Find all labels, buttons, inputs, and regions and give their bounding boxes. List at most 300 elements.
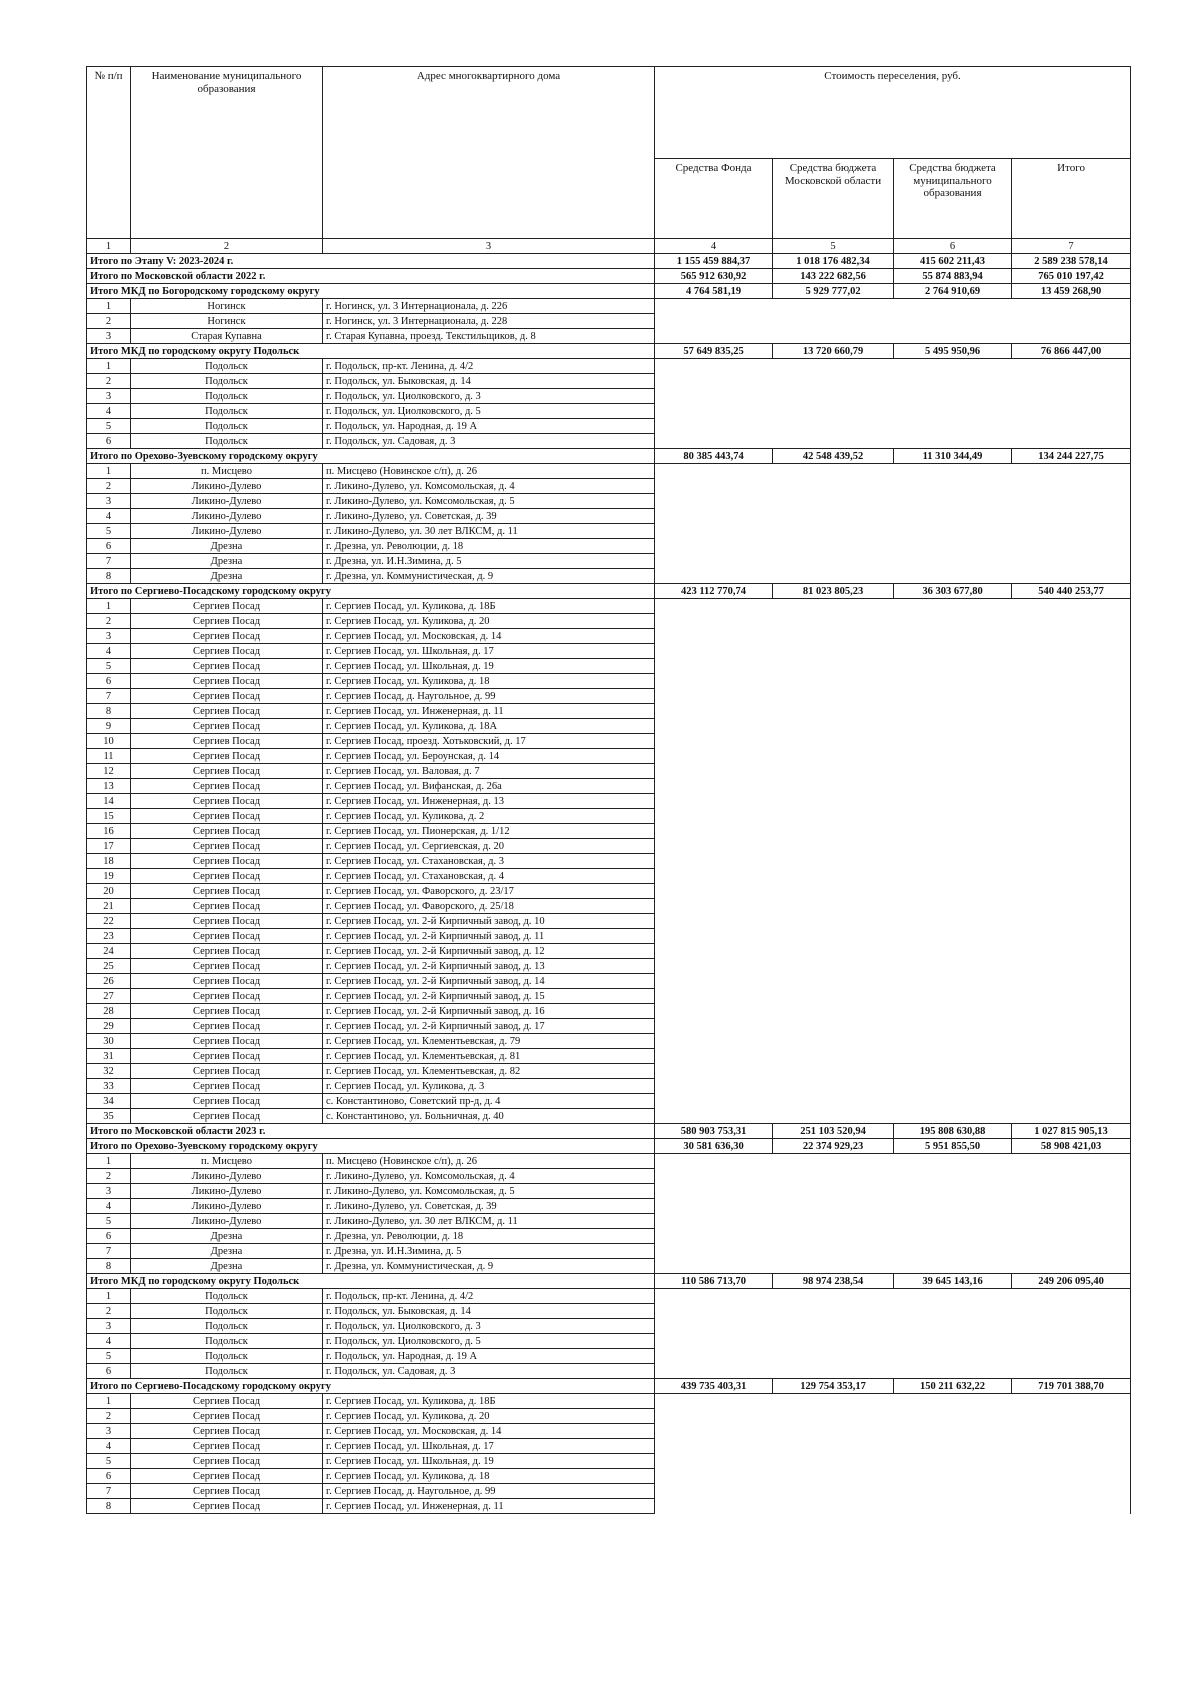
- row-number: 6: [87, 434, 131, 449]
- subtotal-mun-budget: 5 951 855,50: [894, 1139, 1012, 1154]
- row-municipality: Ликино-Дулево: [131, 1214, 323, 1229]
- row-municipality: Сергиев Посад: [131, 1469, 323, 1484]
- table-row: [87, 569, 1131, 584]
- row-address: г. Сергиев Посад, ул. Школьная, д. 17: [323, 644, 655, 659]
- subtotal-mun-budget: 195 808 630,88: [894, 1124, 1012, 1139]
- empty-cost-cell: [655, 974, 1131, 989]
- row-address: г. Сергиев Посад, ул. Куликова, д. 3: [323, 1079, 655, 1094]
- row-number: 3: [87, 1424, 131, 1439]
- empty-cost-cell: [655, 1439, 1131, 1454]
- row-number: 9: [87, 719, 131, 734]
- header-num: № п/п: [87, 67, 131, 239]
- empty-cost-cell: [655, 749, 1131, 764]
- row-number: 8: [87, 1259, 131, 1274]
- row-number: 21: [87, 899, 131, 914]
- empty-cost-cell: [655, 359, 1131, 374]
- empty-cost-cell: [655, 1394, 1131, 1409]
- subtotal-label: Итого МКД по городскому округу Подольск: [87, 344, 655, 359]
- col-number: 3: [323, 239, 655, 254]
- row-address: г. Сергиев Посад, проезд. Хотьковский, д. 17: [323, 734, 655, 749]
- empty-cost-cell: [655, 614, 1131, 629]
- empty-cost-cell: [655, 674, 1131, 689]
- table-row: [87, 539, 1131, 554]
- row-number: 4: [87, 1439, 131, 1454]
- row-address: п. Мисцево (Новинское с/п), д. 26: [323, 1154, 655, 1169]
- row-number: 15: [87, 809, 131, 824]
- table-row: [87, 389, 1131, 404]
- table-row: [87, 959, 1131, 974]
- empty-cost-cell: [655, 1034, 1131, 1049]
- row-address: г. Сергиев Посад, ул. Куликова, д. 2: [323, 809, 655, 824]
- subtotal-mun-budget: 5 495 950,96: [894, 344, 1012, 359]
- row-number: 3: [87, 494, 131, 509]
- row-number: 5: [87, 524, 131, 539]
- row-municipality: Сергиев Посад: [131, 1019, 323, 1034]
- subtotal-row: [87, 1124, 1131, 1139]
- row-address: г. Сергиев Посад, ул. Фаворского, д. 23/17: [323, 884, 655, 899]
- row-municipality: Сергиев Посад: [131, 629, 323, 644]
- row-address: г. Сергиев Посад, ул. Стахановская, д. 3: [323, 854, 655, 869]
- empty-cost-cell: [655, 509, 1131, 524]
- row-municipality: Сергиев Посад: [131, 1484, 323, 1499]
- empty-cost-cell: [655, 524, 1131, 539]
- empty-cost-cell: [655, 1409, 1131, 1424]
- empty-cost-cell: [655, 989, 1131, 1004]
- row-municipality: Сергиев Посад: [131, 1064, 323, 1079]
- row-address: г. Сергиев Посад, ул. Клементьевская, д. 81: [323, 1049, 655, 1064]
- table-row: [87, 809, 1131, 824]
- row-municipality: Сергиев Посад: [131, 1439, 323, 1454]
- table-row: [87, 404, 1131, 419]
- row-municipality: Сергиев Посад: [131, 1109, 323, 1124]
- subtotal-mun-budget: 39 645 143,16: [894, 1274, 1012, 1289]
- row-municipality: Сергиев Посад: [131, 689, 323, 704]
- header-mo-budget: Средства бюджета Московской области: [773, 159, 894, 239]
- row-municipality: Подольск: [131, 404, 323, 419]
- table-row: [87, 524, 1131, 539]
- row-number: 5: [87, 1454, 131, 1469]
- header-address: Адрес многоквартирного дома: [323, 67, 655, 239]
- subtotal-total: 2 589 238 578,14: [1012, 254, 1131, 269]
- row-municipality: Сергиев Посад: [131, 974, 323, 989]
- col-number: 2: [131, 239, 323, 254]
- row-municipality: Сергиев Посад: [131, 644, 323, 659]
- row-number: 5: [87, 419, 131, 434]
- table-row: [87, 1439, 1131, 1454]
- row-number: 3: [87, 389, 131, 404]
- table-row: [87, 629, 1131, 644]
- table-row: [87, 599, 1131, 614]
- subtotal-fund: 30 581 636,30: [655, 1139, 773, 1154]
- subtotal-total: 58 908 421,03: [1012, 1139, 1131, 1154]
- row-number: 13: [87, 779, 131, 794]
- table-row: [87, 359, 1131, 374]
- table-row: [87, 749, 1131, 764]
- row-number: 14: [87, 794, 131, 809]
- subtotal-total: 134 244 227,75: [1012, 449, 1131, 464]
- row-municipality: Сергиев Посад: [131, 884, 323, 899]
- table-row: [87, 644, 1131, 659]
- row-number: 8: [87, 1499, 131, 1514]
- subtotal-mo-budget: 98 974 238,54: [773, 1274, 894, 1289]
- row-number: 32: [87, 1064, 131, 1079]
- subtotal-label: Итого МКД по Богородскому городскому округу: [87, 284, 655, 299]
- row-municipality: Подольск: [131, 1319, 323, 1334]
- subtotal-total: 719 701 388,70: [1012, 1379, 1131, 1394]
- table-row: [87, 1034, 1131, 1049]
- row-number: 33: [87, 1079, 131, 1094]
- row-address: г. Сергиев Посад, ул. Пионерская, д. 1/12: [323, 824, 655, 839]
- empty-cost-cell: [655, 869, 1131, 884]
- row-municipality: Ликино-Дулево: [131, 1199, 323, 1214]
- table-row: [87, 434, 1131, 449]
- subtotal-total: 249 206 095,40: [1012, 1274, 1131, 1289]
- subtotal-fund: 57 649 835,25: [655, 344, 773, 359]
- row-number: 34: [87, 1094, 131, 1109]
- row-municipality: Сергиев Посад: [131, 854, 323, 869]
- empty-cost-cell: [655, 959, 1131, 974]
- table-row: [87, 494, 1131, 509]
- empty-cost-cell: [655, 1349, 1131, 1364]
- subtotal-mo-budget: 129 754 353,17: [773, 1379, 894, 1394]
- table-row: [87, 659, 1131, 674]
- row-municipality: Дрезна: [131, 1259, 323, 1274]
- col-number: 4: [655, 239, 773, 254]
- empty-cost-cell: [655, 824, 1131, 839]
- empty-cost-cell: [655, 1169, 1131, 1184]
- row-address: г. Сергиев Посад, ул. 2-й Кирпичный завод, д. 16: [323, 1004, 655, 1019]
- row-municipality: Подольск: [131, 419, 323, 434]
- row-number: 1: [87, 359, 131, 374]
- table-row: [87, 674, 1131, 689]
- empty-cost-cell: [655, 764, 1131, 779]
- row-municipality: Сергиев Посад: [131, 599, 323, 614]
- row-municipality: Сергиев Посад: [131, 929, 323, 944]
- row-municipality: п. Мисцево: [131, 464, 323, 479]
- row-address: г. Ликино-Дулево, ул. Советская, д. 39: [323, 509, 655, 524]
- row-number: 6: [87, 1469, 131, 1484]
- header-total: Итого: [1012, 159, 1131, 239]
- row-address: г. Сергиев Посад, ул. 2-й Кирпичный завод, д. 14: [323, 974, 655, 989]
- row-number: 2: [87, 314, 131, 329]
- row-address: г. Сергиев Посад, ул. Школьная, д. 19: [323, 1454, 655, 1469]
- subtotal-mo-budget: 13 720 660,79: [773, 344, 894, 359]
- row-municipality: Подольск: [131, 1364, 323, 1379]
- row-address: г. Сергиев Посад, ул. Московская, д. 14: [323, 629, 655, 644]
- row-address: г. Сергиев Посад, ул. Фаворского, д. 25/18: [323, 899, 655, 914]
- empty-cost-cell: [655, 1214, 1131, 1229]
- table-row: [87, 1064, 1131, 1079]
- row-address: г. Сергиев Посад, ул. Инженерная, д. 11: [323, 704, 655, 719]
- table-row: [87, 689, 1131, 704]
- header-municipality: Наименование муниципального образования: [131, 67, 323, 239]
- header-cost: Стоимость переселения, руб.: [655, 67, 1131, 159]
- row-municipality: Сергиев Посад: [131, 944, 323, 959]
- row-number: 25: [87, 959, 131, 974]
- row-municipality: Сергиев Посад: [131, 809, 323, 824]
- subtotal-total: 540 440 253,77: [1012, 584, 1131, 599]
- table-row: [87, 734, 1131, 749]
- row-address: г. Сергиев Посад, ул. Куликова, д. 18Б: [323, 1394, 655, 1409]
- empty-cost-cell: [655, 1454, 1131, 1469]
- empty-cost-cell: [655, 689, 1131, 704]
- table-row: [87, 299, 1131, 314]
- row-municipality: Сергиев Посад: [131, 1034, 323, 1049]
- empty-cost-cell: [655, 1154, 1131, 1169]
- subtotal-fund: 580 903 753,31: [655, 1124, 773, 1139]
- row-address: г. Ликино-Дулево, ул. Комсомольская, д. 5: [323, 494, 655, 509]
- table-row: [87, 1319, 1131, 1334]
- row-address: г. Сергиев Посад, ул. Валовая, д. 7: [323, 764, 655, 779]
- empty-cost-cell: [655, 854, 1131, 869]
- header-row-top: [87, 67, 1131, 159]
- table-row: [87, 1004, 1131, 1019]
- column-number-row: [87, 239, 1131, 254]
- row-address: г. Сергиев Посад, ул. Сергиевская, д. 20: [323, 839, 655, 854]
- subtotal-total: 1 027 815 905,13: [1012, 1124, 1131, 1139]
- subtotal-row: [87, 254, 1131, 269]
- table-row: [87, 794, 1131, 809]
- row-address: г. Сергиев Посад, д. Наугольное, д. 99: [323, 1484, 655, 1499]
- subtotal-mo-budget: 143 222 682,56: [773, 269, 894, 284]
- col-number: 5: [773, 239, 894, 254]
- row-number: 7: [87, 554, 131, 569]
- empty-cost-cell: [655, 1424, 1131, 1439]
- row-number: 4: [87, 1199, 131, 1214]
- empty-cost-cell: [655, 599, 1131, 614]
- table-row: [87, 1409, 1131, 1424]
- row-municipality: Подольск: [131, 389, 323, 404]
- subtotal-mun-budget: 150 211 632,22: [894, 1379, 1012, 1394]
- row-municipality: Подольск: [131, 1334, 323, 1349]
- empty-cost-cell: [655, 479, 1131, 494]
- empty-cost-cell: [655, 329, 1131, 344]
- row-municipality: Сергиев Посад: [131, 1454, 323, 1469]
- row-address: г. Сергиев Посад, ул. 2-й Кирпичный завод, д. 12: [323, 944, 655, 959]
- row-municipality: Сергиев Посад: [131, 1394, 323, 1409]
- subtotal-mo-budget: 81 023 805,23: [773, 584, 894, 599]
- row-number: 5: [87, 659, 131, 674]
- row-municipality: Сергиев Посад: [131, 959, 323, 974]
- table-row: [87, 1244, 1131, 1259]
- table-row: [87, 419, 1131, 434]
- row-municipality: Сергиев Посад: [131, 1409, 323, 1424]
- row-address: г. Сергиев Посад, ул. Куликова, д. 18Б: [323, 599, 655, 614]
- row-municipality: Сергиев Посад: [131, 779, 323, 794]
- row-number: 30: [87, 1034, 131, 1049]
- row-number: 4: [87, 644, 131, 659]
- empty-cost-cell: [655, 464, 1131, 479]
- table-row: [87, 1499, 1131, 1514]
- subtotal-label: Итого МКД по городскому округу Подольск: [87, 1274, 655, 1289]
- row-address: г. Подольск, ул. Циолковского, д. 3: [323, 389, 655, 404]
- row-address: г. Дрезна, ул. Коммунистическая, д. 9: [323, 569, 655, 584]
- row-number: 6: [87, 1364, 131, 1379]
- subtotal-label: Итого по Сергиево-Посадскому городскому округу: [87, 1379, 655, 1394]
- subtotal-fund: 80 385 443,74: [655, 449, 773, 464]
- row-number: 6: [87, 539, 131, 554]
- row-number: 16: [87, 824, 131, 839]
- row-number: 2: [87, 1409, 131, 1424]
- row-address: г. Подольск, ул. Народная, д. 19 А: [323, 419, 655, 434]
- row-municipality: Сергиев Посад: [131, 1499, 323, 1514]
- table-row: [87, 464, 1131, 479]
- row-address: г. Ликино-Дулево, ул. Комсомольская, д. 4: [323, 1169, 655, 1184]
- empty-cost-cell: [655, 1064, 1131, 1079]
- row-municipality: Сергиев Посад: [131, 659, 323, 674]
- empty-cost-cell: [655, 629, 1131, 644]
- row-municipality: Сергиев Посад: [131, 1094, 323, 1109]
- row-municipality: Сергиев Посад: [131, 1079, 323, 1094]
- subtotal-mun-budget: 415 602 211,43: [894, 254, 1012, 269]
- table-row: [87, 1169, 1131, 1184]
- table-row: [87, 1094, 1131, 1109]
- row-address: г. Подольск, ул. Быковская, д. 14: [323, 374, 655, 389]
- table-row: [87, 1199, 1131, 1214]
- table-row: [87, 614, 1131, 629]
- row-municipality: Сергиев Посад: [131, 704, 323, 719]
- table-row: [87, 839, 1131, 854]
- row-municipality: Сергиев Посад: [131, 824, 323, 839]
- row-municipality: Сергиев Посад: [131, 839, 323, 854]
- row-municipality: Сергиев Посад: [131, 1049, 323, 1064]
- row-number: 8: [87, 704, 131, 719]
- row-address: п. Мисцево (Новинское с/п), д. 26: [323, 464, 655, 479]
- subtotal-mo-budget: 1 018 176 482,34: [773, 254, 894, 269]
- subtotal-row: [87, 269, 1131, 284]
- row-address: г. Старая Купавна, проезд. Текстильщиков, д. 8: [323, 329, 655, 344]
- empty-cost-cell: [655, 1499, 1131, 1514]
- row-address: г. Подольск, ул. Циолковского, д. 3: [323, 1319, 655, 1334]
- row-address: г. Ликино-Дулево, ул. Комсомольская, д. 5: [323, 1184, 655, 1199]
- row-number: 1: [87, 1154, 131, 1169]
- row-municipality: Старая Купавна: [131, 329, 323, 344]
- table-row: [87, 869, 1131, 884]
- row-address: г. Сергиев Посад, ул. Школьная, д. 17: [323, 1439, 655, 1454]
- row-municipality: Сергиев Посад: [131, 764, 323, 779]
- row-number: 28: [87, 1004, 131, 1019]
- row-address: г. Подольск, ул. Народная, д. 19 А: [323, 1349, 655, 1364]
- row-number: 2: [87, 1304, 131, 1319]
- table-row: [87, 554, 1131, 569]
- row-number: 26: [87, 974, 131, 989]
- subtotal-fund: 4 764 581,19: [655, 284, 773, 299]
- empty-cost-cell: [655, 539, 1131, 554]
- row-address: г. Подольск, ул. Быковская, д. 14: [323, 1304, 655, 1319]
- empty-cost-cell: [655, 719, 1131, 734]
- row-municipality: Ликино-Дулево: [131, 1169, 323, 1184]
- row-number: 29: [87, 1019, 131, 1034]
- row-municipality: Сергиев Посад: [131, 794, 323, 809]
- row-number: 6: [87, 1229, 131, 1244]
- row-address: г. Сергиев Посад, ул. Куликова, д. 18А: [323, 719, 655, 734]
- row-address: с. Константиново, Советский пр-д, д. 4: [323, 1094, 655, 1109]
- table-row: [87, 374, 1131, 389]
- row-address: с. Константиново, ул. Больничная, д. 40: [323, 1109, 655, 1124]
- table-row: [87, 854, 1131, 869]
- empty-cost-cell: [655, 644, 1131, 659]
- row-address: г. Подольск, ул. Циолковского, д. 5: [323, 1334, 655, 1349]
- row-address: г. Сергиев Посад, ул. Вифанская, д. 26а: [323, 779, 655, 794]
- row-number: 7: [87, 1244, 131, 1259]
- row-municipality: Сергиев Посад: [131, 899, 323, 914]
- table-row: [87, 704, 1131, 719]
- row-number: 23: [87, 929, 131, 944]
- table-row: [87, 1484, 1131, 1499]
- row-number: 18: [87, 854, 131, 869]
- table-row: [87, 1109, 1131, 1124]
- empty-cost-cell: [655, 494, 1131, 509]
- row-number: 3: [87, 629, 131, 644]
- row-address: г. Дрезна, ул. Революции, д. 18: [323, 539, 655, 554]
- empty-cost-cell: [655, 1109, 1131, 1124]
- row-address: г. Ликино-Дулево, ул. Советская, д. 39: [323, 1199, 655, 1214]
- row-address: г. Дрезна, ул. И.Н.Зимина, д. 5: [323, 1244, 655, 1259]
- empty-cost-cell: [655, 794, 1131, 809]
- row-number: 1: [87, 599, 131, 614]
- header-mun-budget: Средства бюджета муниципального образования: [894, 159, 1012, 239]
- row-municipality: п. Мисцево: [131, 1154, 323, 1169]
- subtotal-row: [87, 1379, 1131, 1394]
- row-number: 4: [87, 404, 131, 419]
- header-fund: Средства Фонда: [655, 159, 773, 239]
- row-address: г. Сергиев Посад, ул. Клементьевская, д. 79: [323, 1034, 655, 1049]
- row-number: 35: [87, 1109, 131, 1124]
- table-row: [87, 1454, 1131, 1469]
- subtotal-mo-budget: 251 103 520,94: [773, 1124, 894, 1139]
- subtotal-mo-budget: 5 929 777,02: [773, 284, 894, 299]
- subtotal-total: 765 010 197,42: [1012, 269, 1131, 284]
- resettlement-cost-table: [86, 66, 1131, 1514]
- subtotal-fund: 423 112 770,74: [655, 584, 773, 599]
- subtotal-label: Итого по Орехово-Зуевскому городскому округу: [87, 449, 655, 464]
- row-address: г. Сергиев Посад, ул. Инженерная, д. 11: [323, 1499, 655, 1514]
- empty-cost-cell: [655, 1019, 1131, 1034]
- subtotal-fund: 565 912 630,92: [655, 269, 773, 284]
- table-row: [87, 329, 1131, 344]
- empty-cost-cell: [655, 1334, 1131, 1349]
- row-municipality: Подольск: [131, 1289, 323, 1304]
- row-number: 3: [87, 1184, 131, 1199]
- table-row: [87, 509, 1131, 524]
- row-municipality: Ликино-Дулево: [131, 524, 323, 539]
- row-address: г. Ликино-Дулево, ул. 30 лет ВЛКСМ, д. 11: [323, 524, 655, 539]
- empty-cost-cell: [655, 1289, 1131, 1304]
- subtotal-total: 76 866 447,00: [1012, 344, 1131, 359]
- row-number: 2: [87, 374, 131, 389]
- row-address: г. Ногинск, ул. 3 Интернационала, д. 228: [323, 314, 655, 329]
- row-municipality: Дрезна: [131, 554, 323, 569]
- table-row: [87, 1049, 1131, 1064]
- row-municipality: Дрезна: [131, 569, 323, 584]
- empty-cost-cell: [655, 914, 1131, 929]
- row-number: 17: [87, 839, 131, 854]
- table-row: [87, 914, 1131, 929]
- row-address: г. Сергиев Посад, ул. Куликова, д. 18: [323, 1469, 655, 1484]
- row-address: г. Сергиев Посад, ул. Школьная, д. 19: [323, 659, 655, 674]
- row-municipality: Подольск: [131, 434, 323, 449]
- table-row: [87, 764, 1131, 779]
- table-row: [87, 989, 1131, 1004]
- row-address: г. Подольск, ул. Садовая, д. 3: [323, 434, 655, 449]
- subtotal-total: 13 459 268,90: [1012, 284, 1131, 299]
- row-number: 3: [87, 1319, 131, 1334]
- row-address: г. Сергиев Посад, ул. 2-й Кирпичный завод, д. 11: [323, 929, 655, 944]
- row-municipality: Дрезна: [131, 1229, 323, 1244]
- empty-cost-cell: [655, 809, 1131, 824]
- row-municipality: Сергиев Посад: [131, 1004, 323, 1019]
- subtotal-row: [87, 344, 1131, 359]
